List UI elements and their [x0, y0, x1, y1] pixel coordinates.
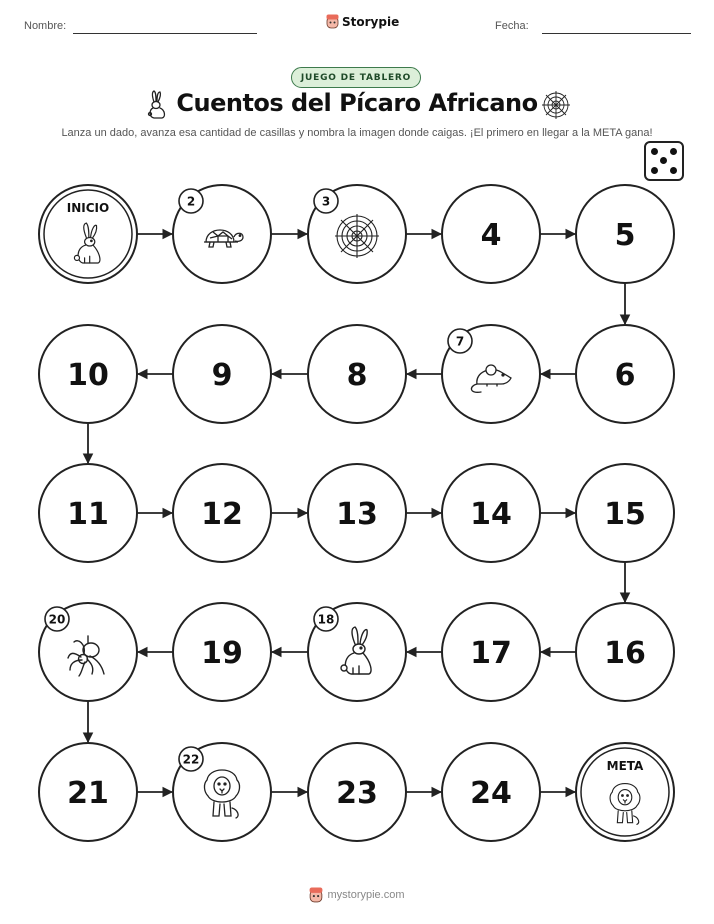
- board-space-18: [308, 603, 406, 701]
- board-space-3: [308, 185, 406, 283]
- space-number: 24: [470, 776, 512, 811]
- space-number: 21: [67, 776, 109, 811]
- space-number: 15: [604, 497, 646, 532]
- date-label: Fecha:: [495, 20, 529, 32]
- brand-name: Storypie: [342, 14, 400, 29]
- board-space-14: [442, 464, 540, 562]
- space-number: 14: [470, 497, 512, 532]
- space-number: 4: [480, 218, 502, 253]
- page-title: Cuentos del Pícaro Africano: [176, 89, 538, 117]
- space-number: 13: [336, 497, 378, 532]
- board-space-12: [173, 464, 271, 562]
- board-space-11: [39, 464, 137, 562]
- board-space-22: [173, 743, 271, 841]
- space-number: 12: [201, 497, 243, 532]
- game-type-badge: JUEGO DE TABLERO: [291, 67, 421, 88]
- board-space-21: [39, 743, 137, 841]
- space-number: 22: [182, 752, 200, 767]
- space-number: 16: [604, 636, 646, 671]
- board-space-2: [173, 185, 271, 283]
- instructions: Lanza un dado, avanza esa cantidad de casillas y nombra la imagen donde caigas. ¡El primero en llegar a la META gana!: [61, 127, 653, 139]
- footer: [0, 887, 714, 903]
- board-space-10: [39, 325, 137, 423]
- board-space-17: [442, 603, 540, 701]
- board-space-7: [442, 325, 540, 423]
- name-label: Nombre:: [24, 20, 67, 32]
- space-number: 23: [336, 776, 378, 811]
- footer-url[interactable]: mystorypie.com: [327, 889, 405, 901]
- space-number: 17: [470, 636, 512, 671]
- space-number: 2: [186, 194, 196, 209]
- start-label: INICIO: [66, 201, 110, 215]
- board-space-6: [576, 325, 674, 423]
- board-space-13: [308, 464, 406, 562]
- board-space-24: [442, 743, 540, 841]
- space-number: 7: [455, 334, 465, 349]
- space-number: 18: [317, 612, 335, 627]
- space-number: 9: [211, 358, 233, 393]
- space-number: 19: [201, 636, 243, 671]
- space-number: 3: [321, 194, 331, 209]
- spider-web-icon: [335, 214, 379, 258]
- board-space-5: [576, 185, 674, 283]
- board-space-8: [308, 325, 406, 423]
- space-number: 6: [614, 358, 636, 393]
- board-space-9: [173, 325, 271, 423]
- goal-label: META: [606, 759, 644, 773]
- start-space: [39, 185, 137, 283]
- storypie-mascot-icon: [309, 887, 323, 903]
- board-space-15: [576, 464, 674, 562]
- space-number: 8: [346, 358, 368, 393]
- board-space-19: [173, 603, 271, 701]
- space-number: 20: [48, 612, 66, 627]
- space-number: 5: [614, 218, 636, 253]
- board-space-20: [39, 603, 137, 701]
- goal-space: [576, 743, 674, 841]
- space-number: 11: [67, 497, 109, 532]
- board-space-4: [442, 185, 540, 283]
- board-space-16: [576, 603, 674, 701]
- board-space-23: [308, 743, 406, 841]
- space-number: 10: [67, 358, 109, 393]
